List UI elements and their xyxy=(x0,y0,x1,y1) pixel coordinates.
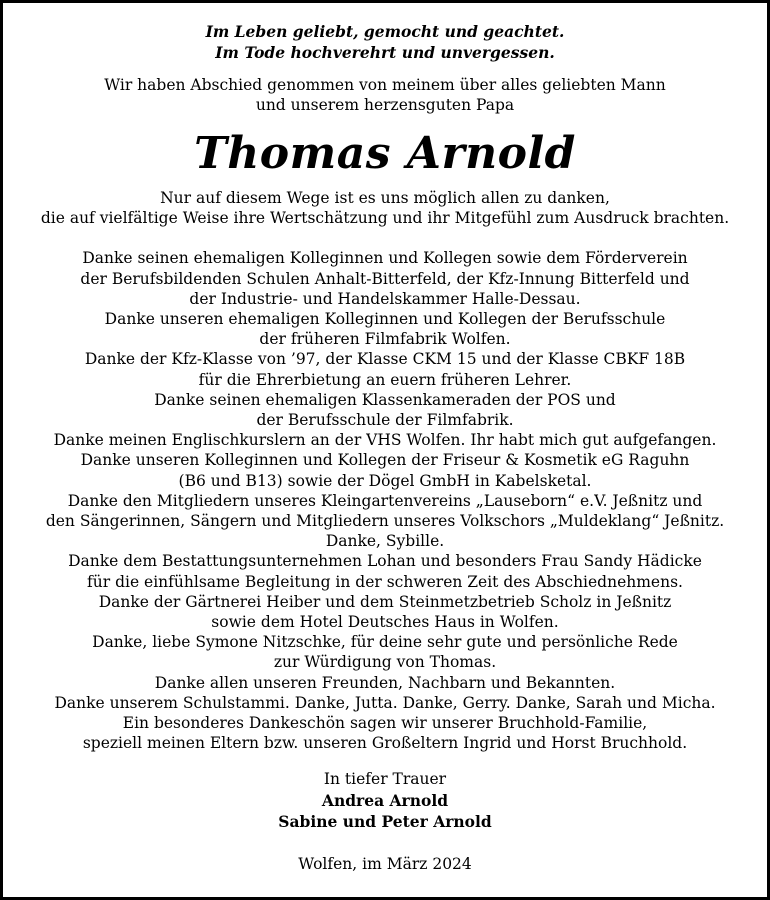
signer-name: Andrea Arnold xyxy=(321,791,449,811)
motto xyxy=(17,21,753,63)
motto-line: Im Leben geliebt, gemocht und geachtet. xyxy=(205,22,565,41)
text-line: sowie dem Hotel Deutsches Haus in Wolfen. xyxy=(211,613,559,632)
text-line: Danke der Gärtnerei Heiber und dem Steinmetzbetrieb Scholz in Jeßnitz xyxy=(98,592,672,611)
intro-line: Wir haben Abschied genommen von meinem über alles geliebten Mann xyxy=(104,76,666,94)
text-line: der Industrie- und Handelskammer Halle-Dessau. xyxy=(189,289,581,308)
text-line: Danke meinen Englischkurslern an der VHS Wolfen. Ihr habt mich gut aufgefangen. xyxy=(53,431,717,450)
closing-phrase: In tiefer Trauer xyxy=(323,770,447,789)
closing-block xyxy=(17,769,753,832)
text-line: Danke allen unseren Freunden, Nachbarn und Bekannten. xyxy=(154,673,616,692)
deceased-name: Thomas Arnold xyxy=(194,128,576,179)
thanks-list-paragraph xyxy=(17,248,753,753)
text-line: die auf vielfältige Weise ihre Wertschätzung und ihr Mitgefühl zum Ausdruck brachten. xyxy=(40,209,730,228)
place-date: Wolfen, im März 2024 xyxy=(298,855,472,874)
intro-line: und unserem herzensguten Papa xyxy=(255,96,515,114)
text-line: den Sängerinnen, Sängern und Mitgliedern unseres Volkschors „Muldeklang“ Jeßnitz. xyxy=(45,512,725,531)
motto-line: Im Tode hochverehrt und unvergessen. xyxy=(215,43,555,62)
text-line: Danke, Sybille. xyxy=(325,532,445,551)
signer-name: Sabine und Peter Arnold xyxy=(278,812,492,832)
thanks-intro-paragraph xyxy=(17,188,753,228)
text-line: Danke dem Bestattungsunternehmen Lohan und besonders Frau Sandy Hädicke xyxy=(68,552,702,571)
text-line: zur Würdigung von Thomas. xyxy=(273,653,497,672)
text-line: (B6 und B13) sowie der Dögel GmbH in Kabelsketal. xyxy=(178,471,592,490)
text-line: Danke unseren Kolleginnen und Kollegen der Friseur & Kosmetik eG Raguhn xyxy=(80,451,690,470)
text-line: für die Ehrerbietung an euern früheren Lehrer. xyxy=(198,370,572,389)
text-line: Danke seinen ehemaligen Klassenkameraden der POS und xyxy=(154,390,616,409)
text-line: der früheren Filmfabrik Wolfen. xyxy=(259,330,511,349)
text-line: Danke den Mitgliedern unseres Kleingartenvereins „Lauseborn“ e.V. Jeßnitz und xyxy=(67,491,703,510)
text-line: der Berufsbildenden Schulen Anhalt-Bitterfeld, der Kfz-Innung Bitterfeld und xyxy=(80,269,690,288)
notice-content xyxy=(17,21,753,875)
text-line: Danke unseren ehemaligen Kolleginnen und Kollegen der Berufsschule xyxy=(104,310,666,329)
text-line: Danke der Kfz-Klasse von ’97, der Klasse CKM 15 und der Klasse CBKF 18B xyxy=(84,350,686,369)
intro-text xyxy=(17,75,753,115)
text-line: Danke unserem Schulstammi. Danke, Jutta. Danke, Gerry. Danke, Sarah und Micha. xyxy=(54,693,716,712)
text-line: speziell meinen Eltern bzw. unseren Großeltern Ingrid und Horst Bruchhold. xyxy=(82,734,688,753)
text-line: Danke seinen ehemaligen Kolleginnen und Kollegen sowie dem Förderverein xyxy=(82,249,688,268)
text-line: Ein besonderes Dankeschön sagen wir unserer Bruchhold-Familie, xyxy=(122,714,648,733)
text-line: für die einfühlsame Begleitung in der schweren Zeit des Abschiednehmens. xyxy=(87,572,683,591)
text-line: Danke, liebe Symone Nitzschke, für deine sehr gute und persönliche Rede xyxy=(92,633,678,652)
text-line: Nur auf diesem Wege ist es uns möglich allen zu danken, xyxy=(160,189,610,207)
text-line: der Berufsschule der Filmfabrik. xyxy=(256,411,514,430)
